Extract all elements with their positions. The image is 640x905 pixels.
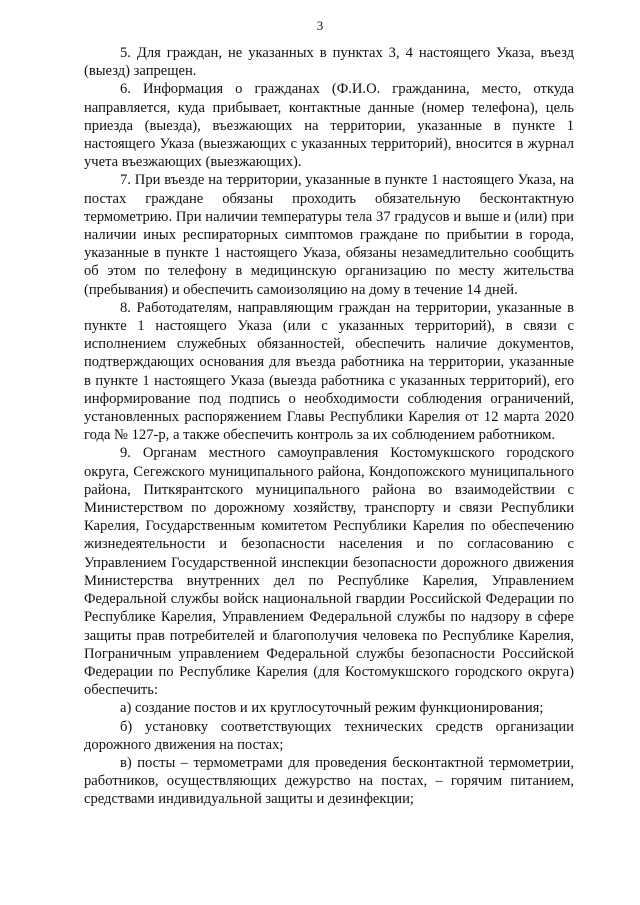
paragraph-5: 5. Для граждан, не указанных в пунктах 3, 4 настоящего Указа, въезд (выезд) запрещен.: [84, 45, 574, 80]
paragraph-9c: в) посты – термометрами для проведения бесконтактной термометрии, работников, осуществляющих дежурство на постах, – горячим питанием, средствами индивидуальной защиты и дезинфекции;: [84, 754, 574, 808]
document-body: [84, 44, 574, 809]
paragraph-6: 6. Информация о гражданах (Ф.И.О. гражданина, место, откуда направляется, куда прибывает, контактные данные (номер телефона), цель приезда (выезда), въезжающих на территории, указанные в пункте 1 настоящего Указа (выезжающих с указанных территорий), вносится в журнал учета въезжающих (выезжающих).: [84, 81, 574, 171]
paragraph-9b: б) установку соответствующих технических средств организации дорожного движения на постах;: [84, 718, 574, 753]
paragraph-9a: а) создание постов и их круглосуточный режим функционирования;: [120, 700, 544, 717]
page-number: 3: [316, 18, 324, 33]
paragraph-9: 9. Органам местного самоуправления Костомукшского городского округа, Сегежского муниципального района, Кондопожского муниципального района, Питкярантского муниципального района во взаимодействии с Министерством по дорожному хозяйству, транспорту и связи Республики Карелия, Государственным комитетом Республики Карелия по обеспечению жизнедеятельности и безопасности населения и по согласованию с Управлением Государственной инспекции безопасности дорожного движения Министерства внутренних дел по Республике Карелия, Управлением Федеральной службы войск национальной гвардии Российской Федерации по Республике Карелия, Управлением Федеральной службы по надзору в сфере защиты прав потребителей и благополучия человека по Республике Карелия, Пограничным управлением Федеральной службы безопасности Российской Федерации по Республике Карелия (для Костомукшского городского округа) обеспечить:: [84, 445, 574, 699]
paragraph-7: 7. При въезде на территории, указанные в пункте 1 настоящего Указа, на постах граждане обязаны проходить обязательную бесконтактную термометрию. При наличии температуры тела 37 градусов и выше и (или) при наличии иных респираторных симптомов граждане по прибытии в города, указанные в пункте 1 настоящего Указа, обязаны незамедлительно сообщить об этом по телефону в медицинскую организацию по месту жительства (пребывания) и обеспечить самоизоляцию на дому в течение 14 дней.: [84, 172, 574, 298]
paragraph-8: 8. Работодателям, направляющим граждан на территории, указанные в пункте 1 настоящего Указа (или с указанных территорий), в связи с исполнением служебных обязанностей, обеспечить наличие документов, подтверждающих основания для въезда работника на территории, указанные в пункте 1 настоящего Указа (выезда работника с указанных территорий), его информирование под подпись о необходимости соблюдения ограничений, установленных распоряжением Главы Республики Карелия от 12 марта 2020 года № 127-р, а также обеспечить контроль за их соблюдением работником.: [84, 299, 574, 444]
